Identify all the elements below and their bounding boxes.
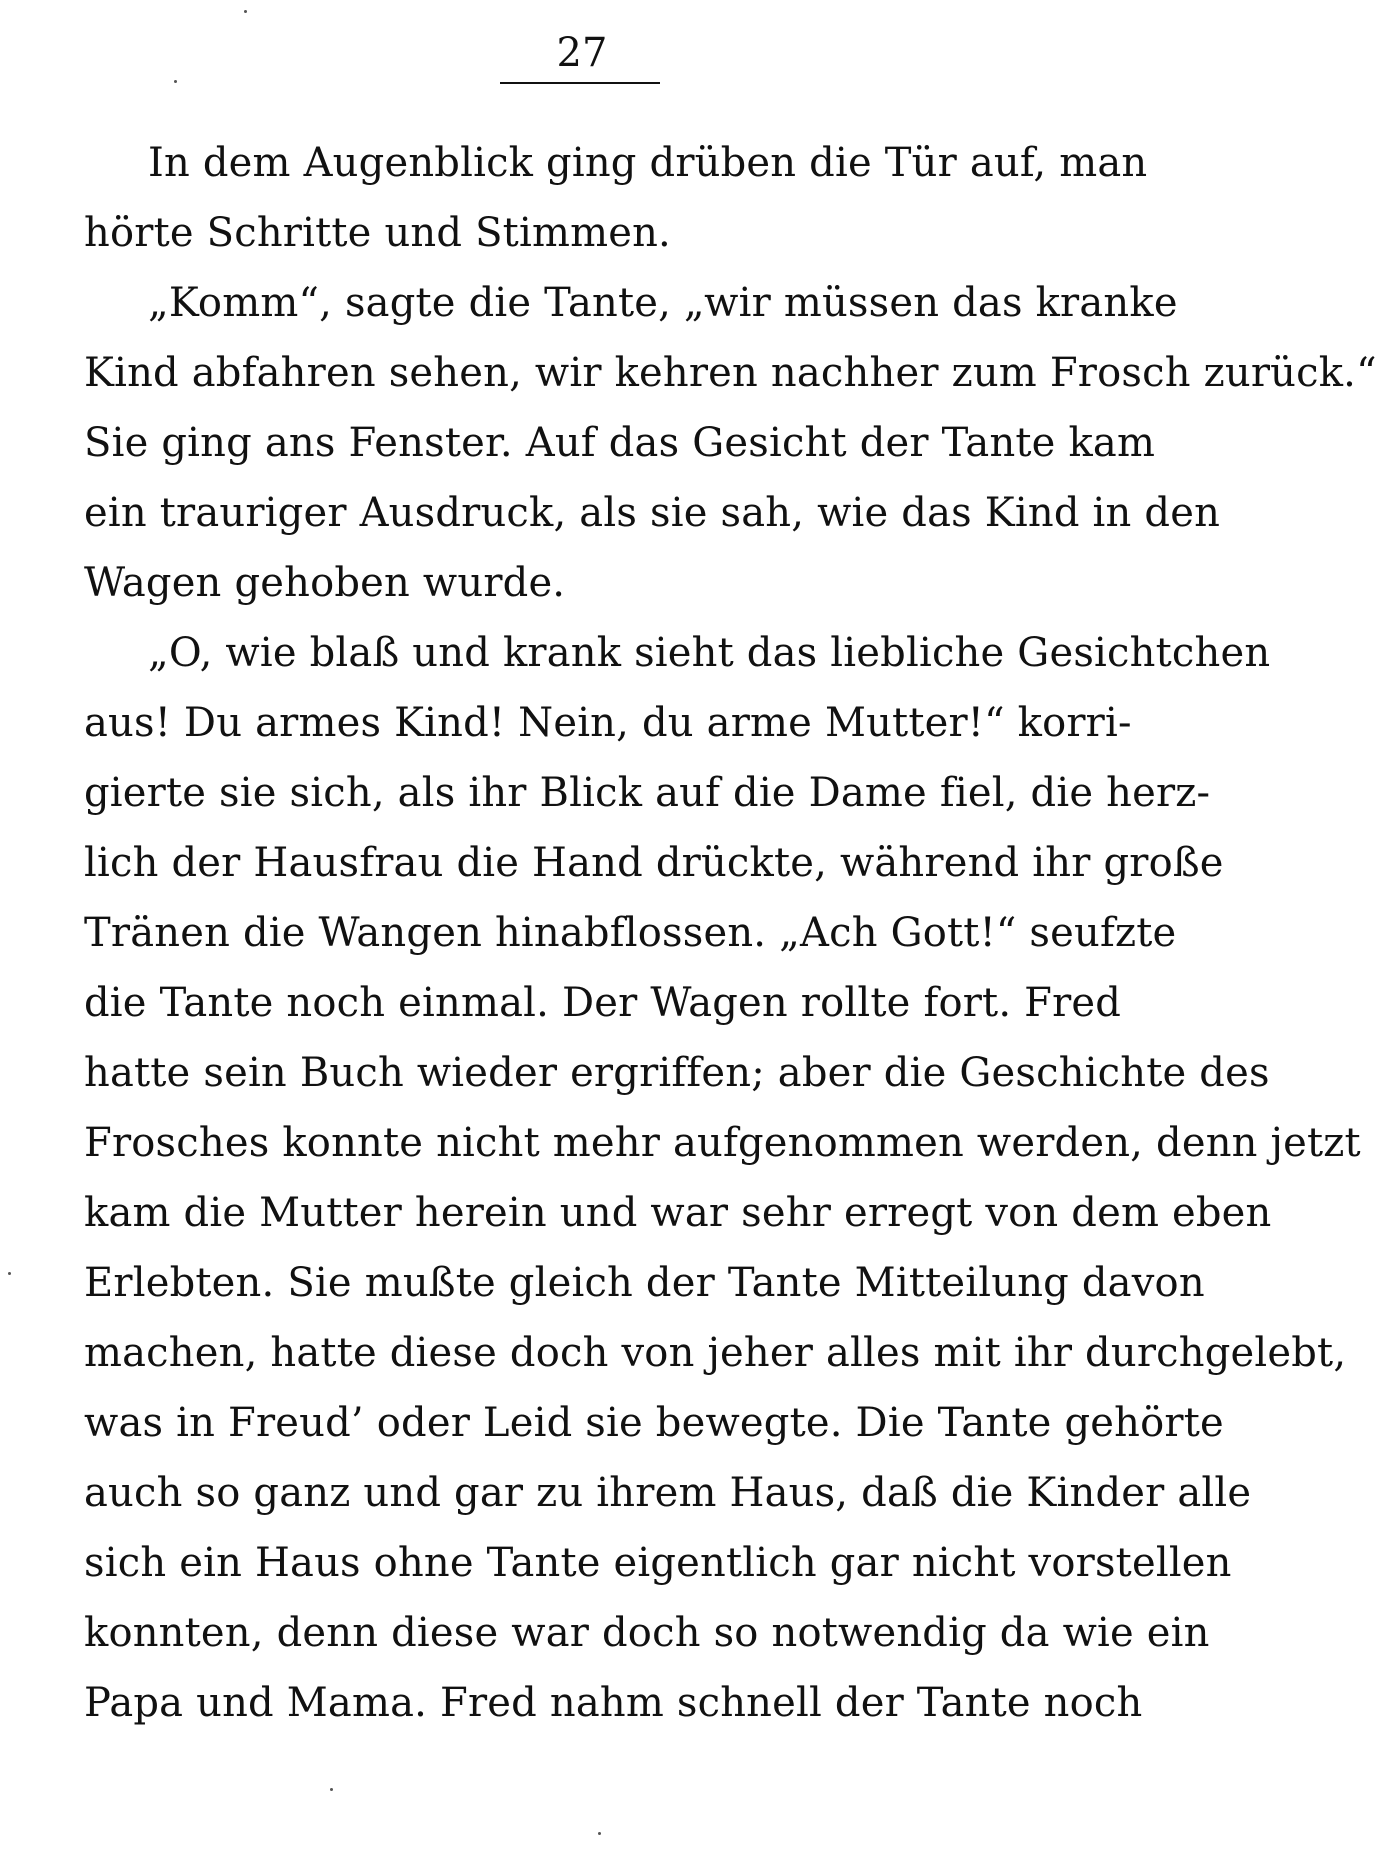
text-line: Kind abfahren sehen, wir kehren nachher zum Frosch zurück.“ bbox=[84, 350, 1377, 396]
text-line: die Tante noch einmal. Der Wagen rollte fort. Fred bbox=[84, 980, 1122, 1026]
text-line: „Komm“, sagte die Tante, „wir müssen das kranke bbox=[148, 280, 1178, 326]
text-line: aus! Du armes Kind! Nein, du arme Mutter!“ korri- bbox=[84, 700, 1132, 746]
paper-speck bbox=[598, 1832, 601, 1835]
paper-speck bbox=[8, 1272, 11, 1275]
text-line: Wagen gehoben wurde. bbox=[84, 560, 566, 606]
text-line: hatte sein Buch wieder ergriffen; aber die Geschichte des bbox=[84, 1050, 1270, 1096]
paper-speck bbox=[330, 1788, 333, 1791]
text-line: sich ein Haus ohne Tante eigentlich gar nicht vorstellen bbox=[84, 1540, 1232, 1586]
paper-speck bbox=[174, 80, 177, 83]
text-line: hörte Schritte und Stimmen. bbox=[84, 210, 671, 256]
page-number: 27 bbox=[556, 30, 608, 76]
text-line: gierte sie sich, als ihr Blick auf die Dame fiel, die herz- bbox=[84, 770, 1211, 816]
text-line: Sie ging ans Fenster. Auf das Gesicht der Tante kam bbox=[84, 420, 1156, 466]
text-line: In dem Augenblick ging drüben die Tür auf, man bbox=[148, 140, 1148, 186]
text-line: „O, wie blaß und krank sieht das liebliche Gesichtchen bbox=[148, 630, 1271, 676]
text-line: machen, hatte diese doch von jeher alles mit ihr durchgelebt, bbox=[84, 1330, 1347, 1376]
text-line: auch so ganz und gar zu ihrem Haus, daß die Kinder alle bbox=[84, 1470, 1252, 1516]
body-text bbox=[84, 128, 1377, 1738]
text-line: was in Freud’ oder Leid sie bewegte. Die Tante gehörte bbox=[84, 1400, 1224, 1446]
header-rule bbox=[500, 82, 660, 84]
text-line: Erlebten. Sie mußte gleich der Tante Mitteilung davon bbox=[84, 1260, 1205, 1306]
text-line: Papa und Mama. Fred nahm schnell der Tante noch bbox=[84, 1680, 1143, 1726]
text-line: Tränen die Wangen hinabflossen. „Ach Gott!“ seufzte bbox=[84, 910, 1177, 956]
text-line: Frosches konnte nicht mehr aufgenommen werden, denn jetzt bbox=[84, 1120, 1361, 1166]
text-line: lich der Hausfrau die Hand drückte, während ihr große bbox=[84, 840, 1224, 886]
paper-speck bbox=[244, 10, 247, 13]
text-line: kam die Mutter herein und war sehr erregt von dem eben bbox=[84, 1190, 1272, 1236]
text-line: ein trauriger Ausdruck, als sie sah, wie das Kind in den bbox=[84, 490, 1221, 536]
text-line: konnten, denn diese war doch so notwendig da wie ein bbox=[84, 1610, 1210, 1656]
